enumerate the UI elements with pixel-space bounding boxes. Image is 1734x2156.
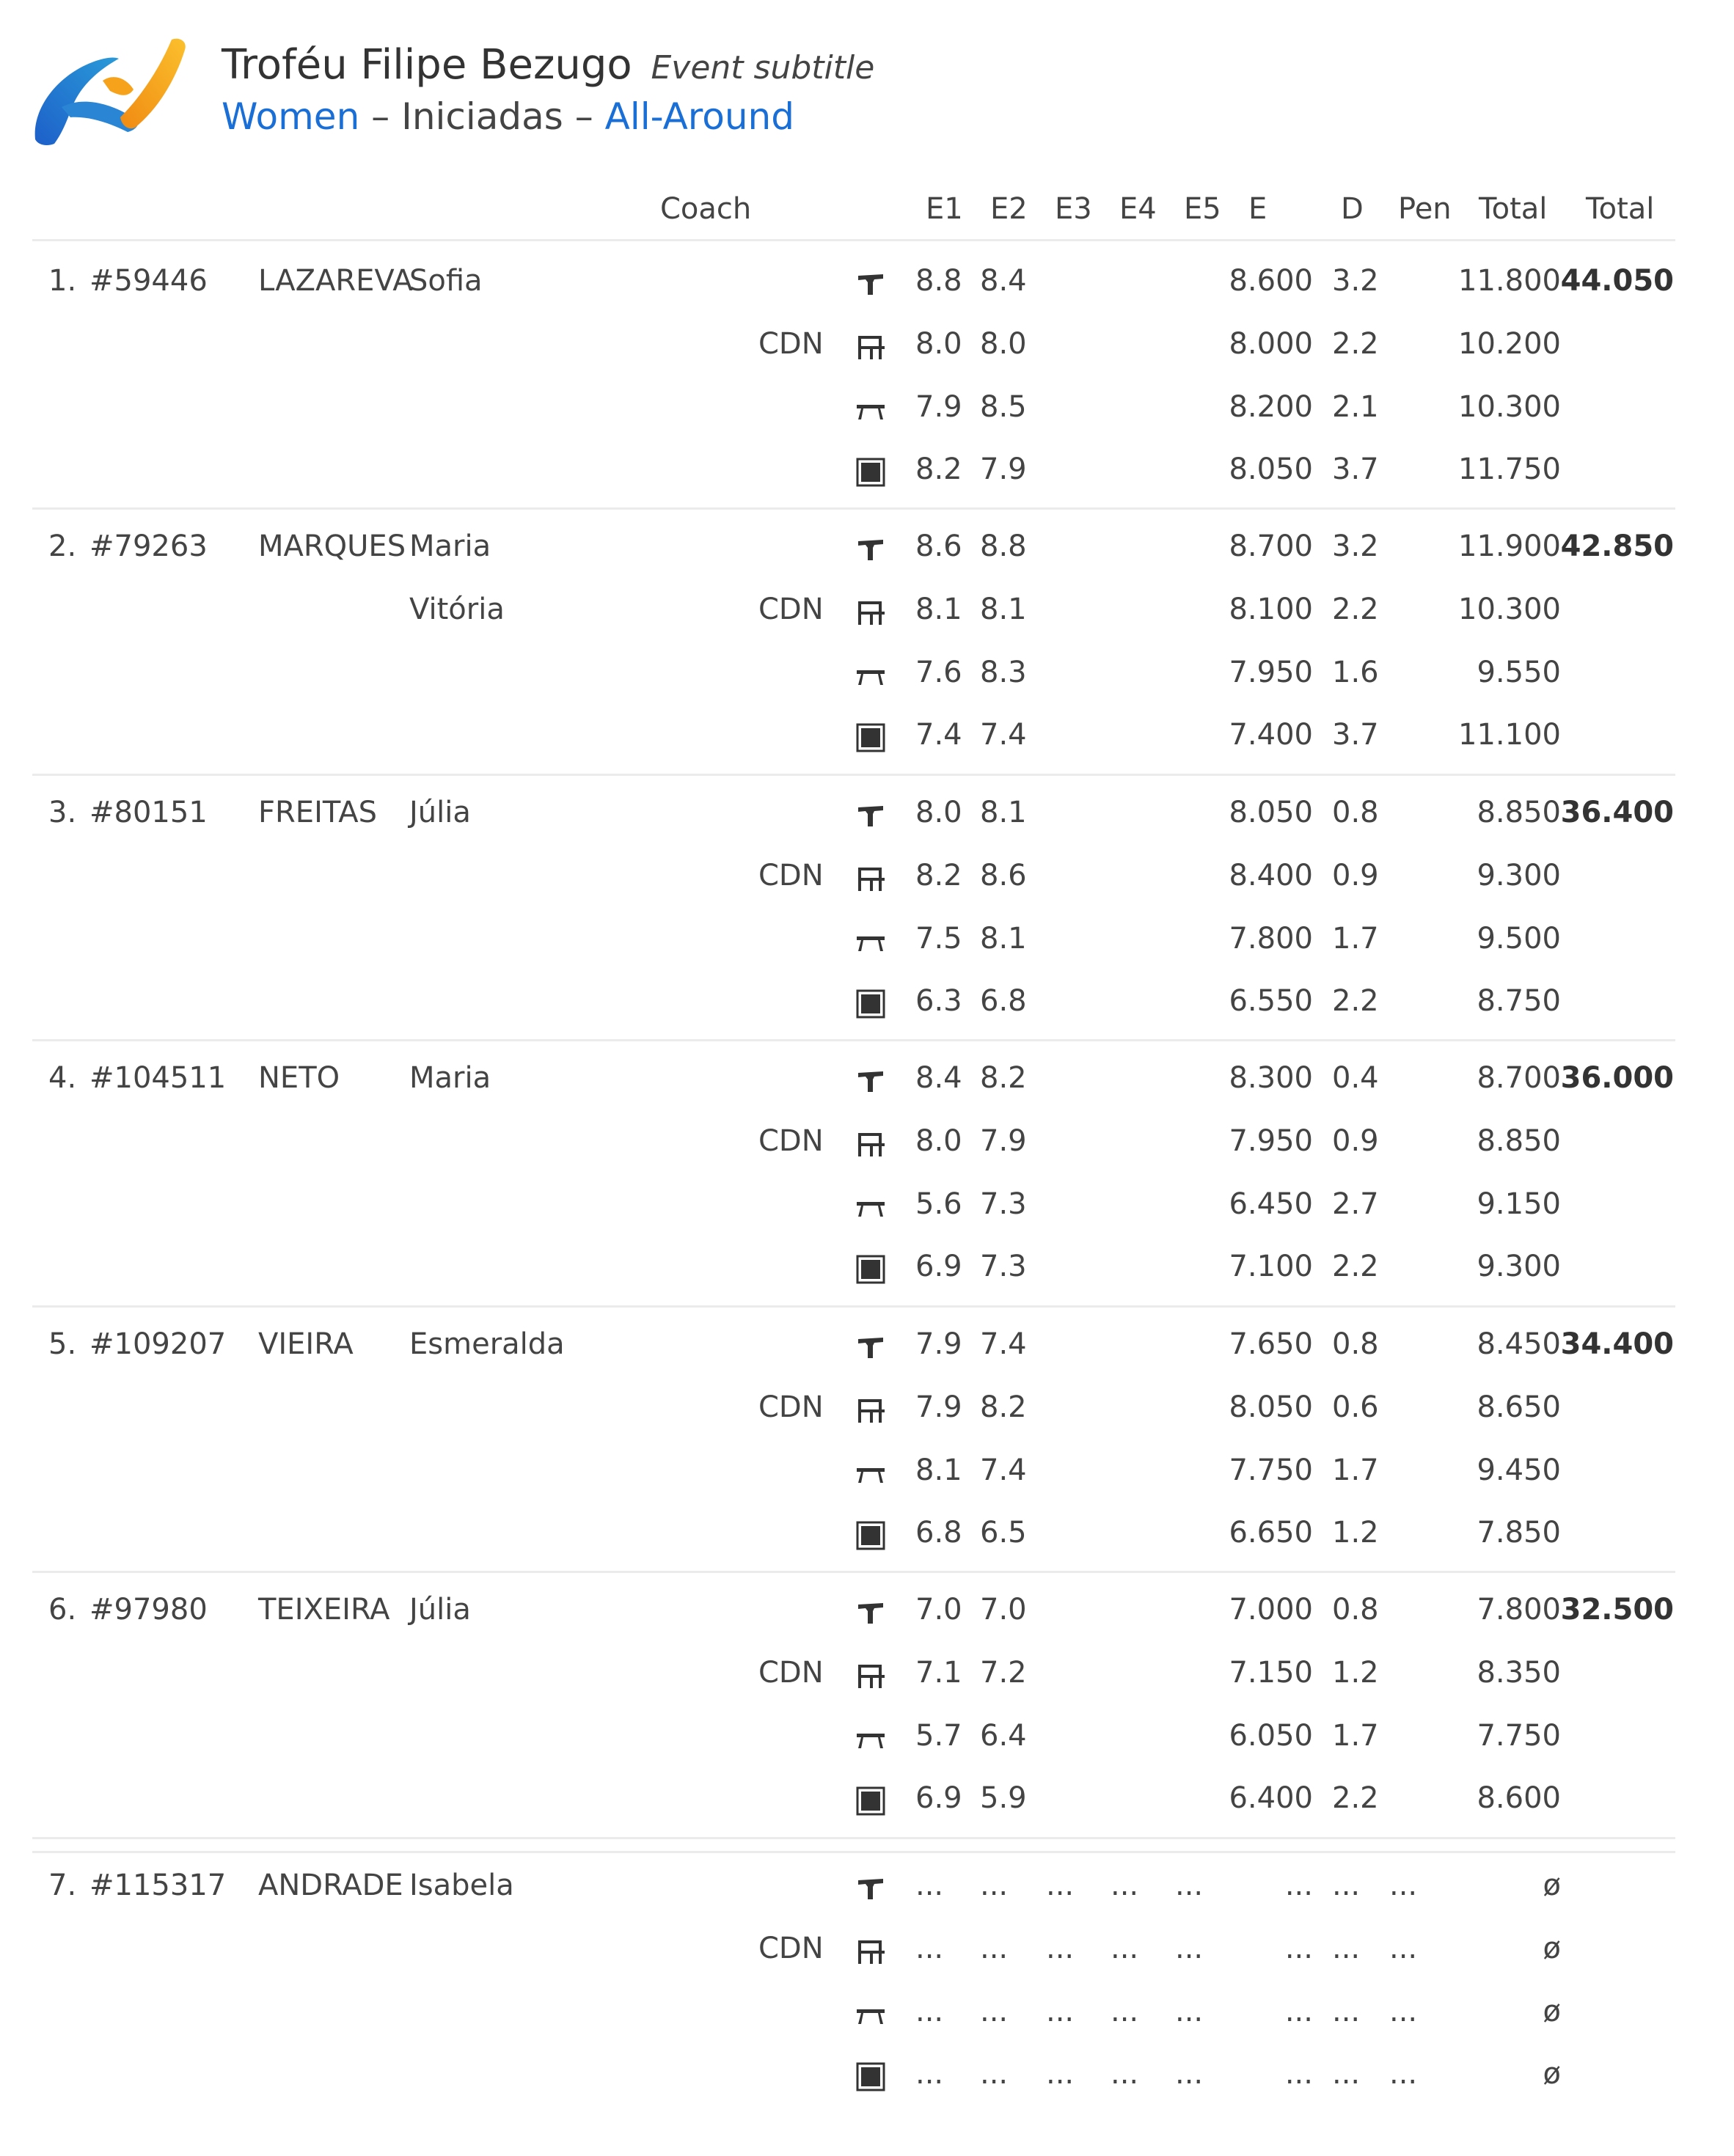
score-total: 9.150 <box>1477 1187 1561 1221</box>
table-header <box>0 192 1734 236</box>
score-total: 9.550 <box>1477 656 1561 689</box>
all-around-total: 36.000 <box>1560 1061 1674 1095</box>
apparatus-row <box>0 390 1734 453</box>
all-around-total: 34.400 <box>1560 1327 1674 1361</box>
score-e1: 7.9 <box>915 1390 962 1424</box>
score-e: 6.650 <box>1229 1516 1313 1550</box>
last-name: ANDRADE <box>258 1869 403 1902</box>
score-total: 8.600 <box>1477 1781 1561 1815</box>
score-e: 8.000 <box>1229 327 1313 361</box>
header-apparatus-total: Total <box>1479 192 1548 226</box>
score-e1: 8.0 <box>915 1124 962 1158</box>
score-e: 7.000 <box>1229 1593 1313 1627</box>
score-e2: 8.0 <box>980 327 1027 361</box>
score-e2: 8.2 <box>980 1390 1027 1424</box>
last-name: MARQUES <box>258 529 406 563</box>
header-e4: E4 <box>1119 192 1157 226</box>
header-coach: Coach <box>660 192 752 226</box>
score-e2: 8.6 <box>980 859 1027 892</box>
vault-icon <box>855 1332 886 1363</box>
apparatus-row <box>0 656 1734 719</box>
uneven-bars-icon <box>855 863 886 894</box>
score-total: 11.800 <box>1458 264 1561 298</box>
header-e1: E1 <box>926 192 963 226</box>
score-d: ... <box>1332 1869 1361 1902</box>
apparatus-row <box>0 1781 1734 1844</box>
score-total: ø <box>1543 2057 1561 2091</box>
score-e2: 7.0 <box>980 1593 1027 1627</box>
score-e5: ... <box>1175 2057 1204 2091</box>
score-e1: ... <box>915 1869 944 1902</box>
score-total: ø <box>1543 1995 1561 2028</box>
score-total: 7.850 <box>1477 1516 1561 1550</box>
uneven-bars-icon <box>855 1395 886 1426</box>
score-e: 8.050 <box>1229 452 1313 486</box>
bib-number: #109207 <box>89 1327 227 1361</box>
row-divider <box>32 1851 1675 1853</box>
score-total: 8.750 <box>1477 984 1561 1018</box>
score-e1: 7.0 <box>915 1593 962 1627</box>
score-e: 8.100 <box>1229 593 1313 626</box>
score-d: 0.8 <box>1332 796 1379 829</box>
score-total: ø <box>1543 1932 1561 1965</box>
uneven-bars-icon <box>855 597 886 628</box>
score-e: 6.050 <box>1229 1719 1313 1753</box>
apparatus-row <box>0 593 1734 656</box>
score-e: ... <box>1284 1995 1313 2028</box>
breadcrumb-separator: – <box>574 95 593 138</box>
bib-number: #80151 <box>89 796 208 829</box>
floor-icon <box>855 989 886 1019</box>
beam-icon <box>855 1192 886 1222</box>
score-d: 2.1 <box>1332 390 1379 424</box>
score-e2: ... <box>980 2057 1009 2091</box>
rank: 2. <box>48 529 77 563</box>
score-total: 8.850 <box>1477 796 1561 829</box>
apparatus-row <box>0 796 1734 859</box>
score-e: 7.750 <box>1229 1453 1313 1487</box>
floor-icon <box>855 722 886 753</box>
score-e5: ... <box>1175 1932 1204 1965</box>
vault-icon <box>855 1873 886 1904</box>
uneven-bars-icon <box>855 1936 886 1967</box>
score-total: ø <box>1543 1869 1561 1902</box>
score-e4: ... <box>1111 2057 1139 2091</box>
floor-icon <box>855 457 886 488</box>
score-e2: 8.2 <box>980 1061 1027 1095</box>
apparatus-row <box>0 327 1734 390</box>
score-e2: 8.1 <box>980 922 1027 956</box>
apparatus-row <box>0 452 1734 516</box>
score-d: 2.2 <box>1332 593 1379 626</box>
score-total: 10.300 <box>1458 593 1561 626</box>
score-d: 3.7 <box>1332 452 1379 486</box>
score-e2: ... <box>980 1932 1009 1965</box>
apparatus-row <box>0 1932 1734 1995</box>
header-d: D <box>1341 192 1364 226</box>
score-pen: ... <box>1389 1932 1418 1965</box>
club: CDN <box>758 1390 824 1424</box>
first-name: Esmeralda <box>409 1327 565 1361</box>
score-total: 7.750 <box>1477 1719 1561 1753</box>
score-d: ... <box>1332 1995 1361 2028</box>
score-total: 9.300 <box>1477 859 1561 892</box>
score-d: ... <box>1332 2057 1361 2091</box>
apparatus-row <box>0 264 1734 327</box>
score-e: 7.800 <box>1229 922 1313 956</box>
score-e2: 5.9 <box>980 1781 1027 1815</box>
score-total: 11.750 <box>1458 452 1561 486</box>
last-name: FREITAS <box>258 796 377 829</box>
club: CDN <box>758 327 824 361</box>
rank: 1. <box>48 264 77 298</box>
event-title-line <box>222 41 874 89</box>
score-total: 8.450 <box>1477 1327 1561 1361</box>
vault-icon <box>855 800 886 831</box>
score-e: 7.950 <box>1229 656 1313 689</box>
beam-icon <box>855 1999 886 2030</box>
score-e1: 6.9 <box>915 1250 962 1283</box>
score-total: 9.300 <box>1477 1250 1561 1283</box>
score-e: 8.050 <box>1229 1390 1313 1424</box>
federation-logo <box>32 37 188 147</box>
score-e2: 7.3 <box>980 1187 1027 1221</box>
apparatus-row <box>0 1061 1734 1124</box>
score-e: ... <box>1284 1869 1313 1902</box>
score-e: 6.400 <box>1229 1781 1313 1815</box>
score-e1: ... <box>915 1932 944 1965</box>
score-e4: ... <box>1111 1995 1139 2028</box>
score-e3: ... <box>1046 1869 1075 1902</box>
score-e2: 6.8 <box>980 984 1027 1018</box>
score-e1: 7.9 <box>915 390 962 424</box>
score-total: 9.450 <box>1477 1453 1561 1487</box>
score-e5: ... <box>1175 1869 1204 1902</box>
first-name: Sofia <box>409 264 483 298</box>
score-total: 9.500 <box>1477 922 1561 956</box>
score-e1: 7.1 <box>915 1656 962 1690</box>
rank: 7. <box>48 1869 77 1902</box>
score-e2: 8.3 <box>980 656 1027 689</box>
score-d: 0.4 <box>1332 1061 1379 1095</box>
beam-icon <box>855 660 886 691</box>
all-around-total: 32.500 <box>1560 1593 1674 1627</box>
score-total: 8.700 <box>1477 1061 1561 1095</box>
event-title: Troféu Filipe Bezugo <box>222 41 632 89</box>
apparatus-row <box>0 718 1734 781</box>
score-e1: 6.8 <box>915 1516 962 1550</box>
score-d: 3.2 <box>1332 264 1379 298</box>
bib-number: #115317 <box>89 1869 227 1902</box>
breadcrumb-type-link[interactable]: All-Around <box>604 95 794 138</box>
score-e3: ... <box>1046 1995 1075 2028</box>
header-divider <box>32 239 1675 241</box>
score-e1: 8.8 <box>915 264 962 298</box>
apparatus-row <box>0 1453 1734 1517</box>
apparatus-row <box>0 922 1734 985</box>
score-e3: ... <box>1046 2057 1075 2091</box>
score-e1: 8.6 <box>915 529 962 563</box>
score-e2: 8.1 <box>980 796 1027 829</box>
score-e1: ... <box>915 1995 944 2028</box>
floor-icon <box>855 1786 886 1816</box>
beam-icon <box>855 926 886 957</box>
score-total: 10.200 <box>1458 327 1561 361</box>
vault-icon <box>855 534 886 565</box>
all-around-total: 36.400 <box>1560 796 1674 829</box>
last-name: LAZAREVA <box>258 264 413 298</box>
rank: 3. <box>48 796 77 829</box>
score-d: 1.2 <box>1332 1516 1379 1550</box>
score-e1: 8.1 <box>915 593 962 626</box>
beam-icon <box>855 1458 886 1489</box>
first-name: Maria <box>409 529 491 563</box>
score-e1: 5.7 <box>915 1719 962 1753</box>
bib-number: #59446 <box>89 264 208 298</box>
score-e1: 7.4 <box>915 718 962 752</box>
apparatus-row <box>0 859 1734 922</box>
last-name: TEIXEIRA <box>258 1593 390 1627</box>
header-e3: E3 <box>1055 192 1092 226</box>
score-total: 8.350 <box>1477 1656 1561 1690</box>
score-e4: ... <box>1111 1932 1139 1965</box>
bib-number: #104511 <box>89 1061 227 1095</box>
score-e5: ... <box>1175 1995 1204 2028</box>
score-e2: 7.4 <box>980 718 1027 752</box>
score-e1: 7.6 <box>915 656 962 689</box>
header-all-around-total: Total <box>1586 192 1655 226</box>
last-name: VIEIRA <box>258 1327 354 1361</box>
floor-icon <box>855 1254 886 1285</box>
score-e: 6.450 <box>1229 1187 1313 1221</box>
apparatus-row <box>0 1516 1734 1579</box>
last-name: NETO <box>258 1061 340 1095</box>
apparatus-row <box>0 1719 1734 1782</box>
score-d: 2.2 <box>1332 984 1379 1018</box>
score-d: 0.8 <box>1332 1327 1379 1361</box>
breadcrumb-level: Iniciadas <box>401 95 563 138</box>
score-e1: 7.9 <box>915 1327 962 1361</box>
score-pen: ... <box>1389 2057 1418 2091</box>
uneven-bars-icon <box>855 1129 886 1159</box>
apparatus-row <box>0 1593 1734 1656</box>
all-around-total: 44.050 <box>1560 264 1674 298</box>
score-d: 2.2 <box>1332 1781 1379 1815</box>
score-e1: 8.0 <box>915 796 962 829</box>
uneven-bars-icon <box>855 1660 886 1691</box>
bib-number: #97980 <box>89 1593 208 1627</box>
score-e: 7.100 <box>1229 1250 1313 1283</box>
score-d: 2.2 <box>1332 327 1379 361</box>
score-e2: 6.4 <box>980 1719 1027 1753</box>
score-e2: ... <box>980 1869 1009 1902</box>
score-total: 10.300 <box>1458 390 1561 424</box>
beam-icon <box>855 1723 886 1754</box>
apparatus-row <box>0 1187 1734 1250</box>
score-total: 11.100 <box>1458 718 1561 752</box>
header-e: E <box>1248 192 1267 226</box>
score-e: ... <box>1284 1932 1313 1965</box>
score-e2: 7.3 <box>980 1250 1027 1283</box>
score-e2: 7.2 <box>980 1656 1027 1690</box>
header-e2: E2 <box>990 192 1028 226</box>
score-e1: 8.2 <box>915 859 962 892</box>
score-e2: 8.1 <box>980 593 1027 626</box>
score-d: ... <box>1332 1932 1361 1965</box>
first-name-line2: Vitória <box>409 593 505 626</box>
score-e: 6.550 <box>1229 984 1313 1018</box>
score-d: 0.9 <box>1332 859 1379 892</box>
score-total: 7.800 <box>1477 1593 1561 1627</box>
first-name: Isabela <box>409 1869 514 1902</box>
vault-icon <box>855 1066 886 1096</box>
score-e: 8.700 <box>1229 529 1313 563</box>
score-d: 3.7 <box>1332 718 1379 752</box>
first-name: Júlia <box>409 796 471 829</box>
score-total: 8.650 <box>1477 1390 1561 1424</box>
header-e5: E5 <box>1184 192 1221 226</box>
score-pen: ... <box>1389 1995 1418 2028</box>
apparatus-row <box>0 984 1734 1047</box>
score-d: 1.7 <box>1332 922 1379 956</box>
breadcrumb-separator: – <box>371 95 390 138</box>
apparatus-row <box>0 1995 1734 2058</box>
score-d: 1.6 <box>1332 656 1379 689</box>
score-d: 0.9 <box>1332 1124 1379 1158</box>
apparatus-row <box>0 1124 1734 1187</box>
club: CDN <box>758 593 824 626</box>
score-d: 3.2 <box>1332 529 1379 563</box>
score-d: 0.6 <box>1332 1390 1379 1424</box>
club: CDN <box>758 1124 824 1158</box>
apparatus-row <box>0 529 1734 593</box>
score-e: 8.300 <box>1229 1061 1313 1095</box>
score-e2: ... <box>980 1995 1009 2028</box>
score-e4: ... <box>1111 1869 1139 1902</box>
score-pen: ... <box>1389 1869 1418 1902</box>
header-pen: Pen <box>1398 192 1452 226</box>
score-e1: 6.3 <box>915 984 962 1018</box>
score-d: 2.7 <box>1332 1187 1379 1221</box>
bib-number: #79263 <box>89 529 208 563</box>
score-e: 8.600 <box>1229 264 1313 298</box>
score-e2: 8.5 <box>980 390 1027 424</box>
apparatus-row <box>0 1390 1734 1453</box>
score-d: 1.7 <box>1332 1719 1379 1753</box>
score-e: 8.400 <box>1229 859 1313 892</box>
score-e1: ... <box>915 2057 944 2091</box>
score-e: 7.150 <box>1229 1656 1313 1690</box>
score-e: ... <box>1284 2057 1313 2091</box>
score-total: 11.900 <box>1458 529 1561 563</box>
club: CDN <box>758 859 824 892</box>
score-d: 2.2 <box>1332 1250 1379 1283</box>
vault-icon <box>855 268 886 299</box>
score-e2: 8.8 <box>980 529 1027 563</box>
first-name: Júlia <box>409 1593 471 1627</box>
score-e1: 7.5 <box>915 922 962 956</box>
score-e2: 7.9 <box>980 452 1027 486</box>
score-e1: 5.6 <box>915 1187 962 1221</box>
score-e1: 8.4 <box>915 1061 962 1095</box>
apparatus-row <box>0 1327 1734 1390</box>
apparatus-row <box>0 1869 1734 1932</box>
rank: 5. <box>48 1327 77 1361</box>
vault-icon <box>855 1597 886 1628</box>
event-subtitle: Event subtitle <box>651 49 875 87</box>
score-e2: 7.4 <box>980 1453 1027 1487</box>
all-around-total: 42.850 <box>1560 529 1674 563</box>
rank: 6. <box>48 1593 77 1627</box>
first-name: Maria <box>409 1061 491 1095</box>
score-e1: 6.9 <box>915 1781 962 1815</box>
club: CDN <box>758 1656 824 1690</box>
score-e3: ... <box>1046 1932 1075 1965</box>
score-d: 1.2 <box>1332 1656 1379 1690</box>
breadcrumb <box>222 95 794 138</box>
score-e1: 8.0 <box>915 327 962 361</box>
score-e2: 7.4 <box>980 1327 1027 1361</box>
apparatus-row <box>0 1250 1734 1313</box>
breadcrumb-gender-link[interactable]: Women <box>222 95 360 138</box>
floor-icon <box>855 1520 886 1551</box>
uneven-bars-icon <box>855 331 886 362</box>
score-e: 8.050 <box>1229 796 1313 829</box>
score-e2: 8.4 <box>980 264 1027 298</box>
score-total: 8.850 <box>1477 1124 1561 1158</box>
beam-icon <box>855 395 886 425</box>
score-e: 7.400 <box>1229 718 1313 752</box>
score-e: 7.950 <box>1229 1124 1313 1158</box>
score-d: 1.7 <box>1332 1453 1379 1487</box>
rank: 4. <box>48 1061 77 1095</box>
club: CDN <box>758 1932 824 1965</box>
score-e: 7.650 <box>1229 1327 1313 1361</box>
score-e: 8.200 <box>1229 390 1313 424</box>
score-e1: 8.1 <box>915 1453 962 1487</box>
apparatus-row <box>0 1656 1734 1719</box>
score-e2: 6.5 <box>980 1516 1027 1550</box>
floor-icon <box>855 2061 886 2092</box>
score-e2: 7.9 <box>980 1124 1027 1158</box>
score-d: 0.8 <box>1332 1593 1379 1627</box>
apparatus-row <box>0 2057 1734 2120</box>
score-e1: 8.2 <box>915 452 962 486</box>
